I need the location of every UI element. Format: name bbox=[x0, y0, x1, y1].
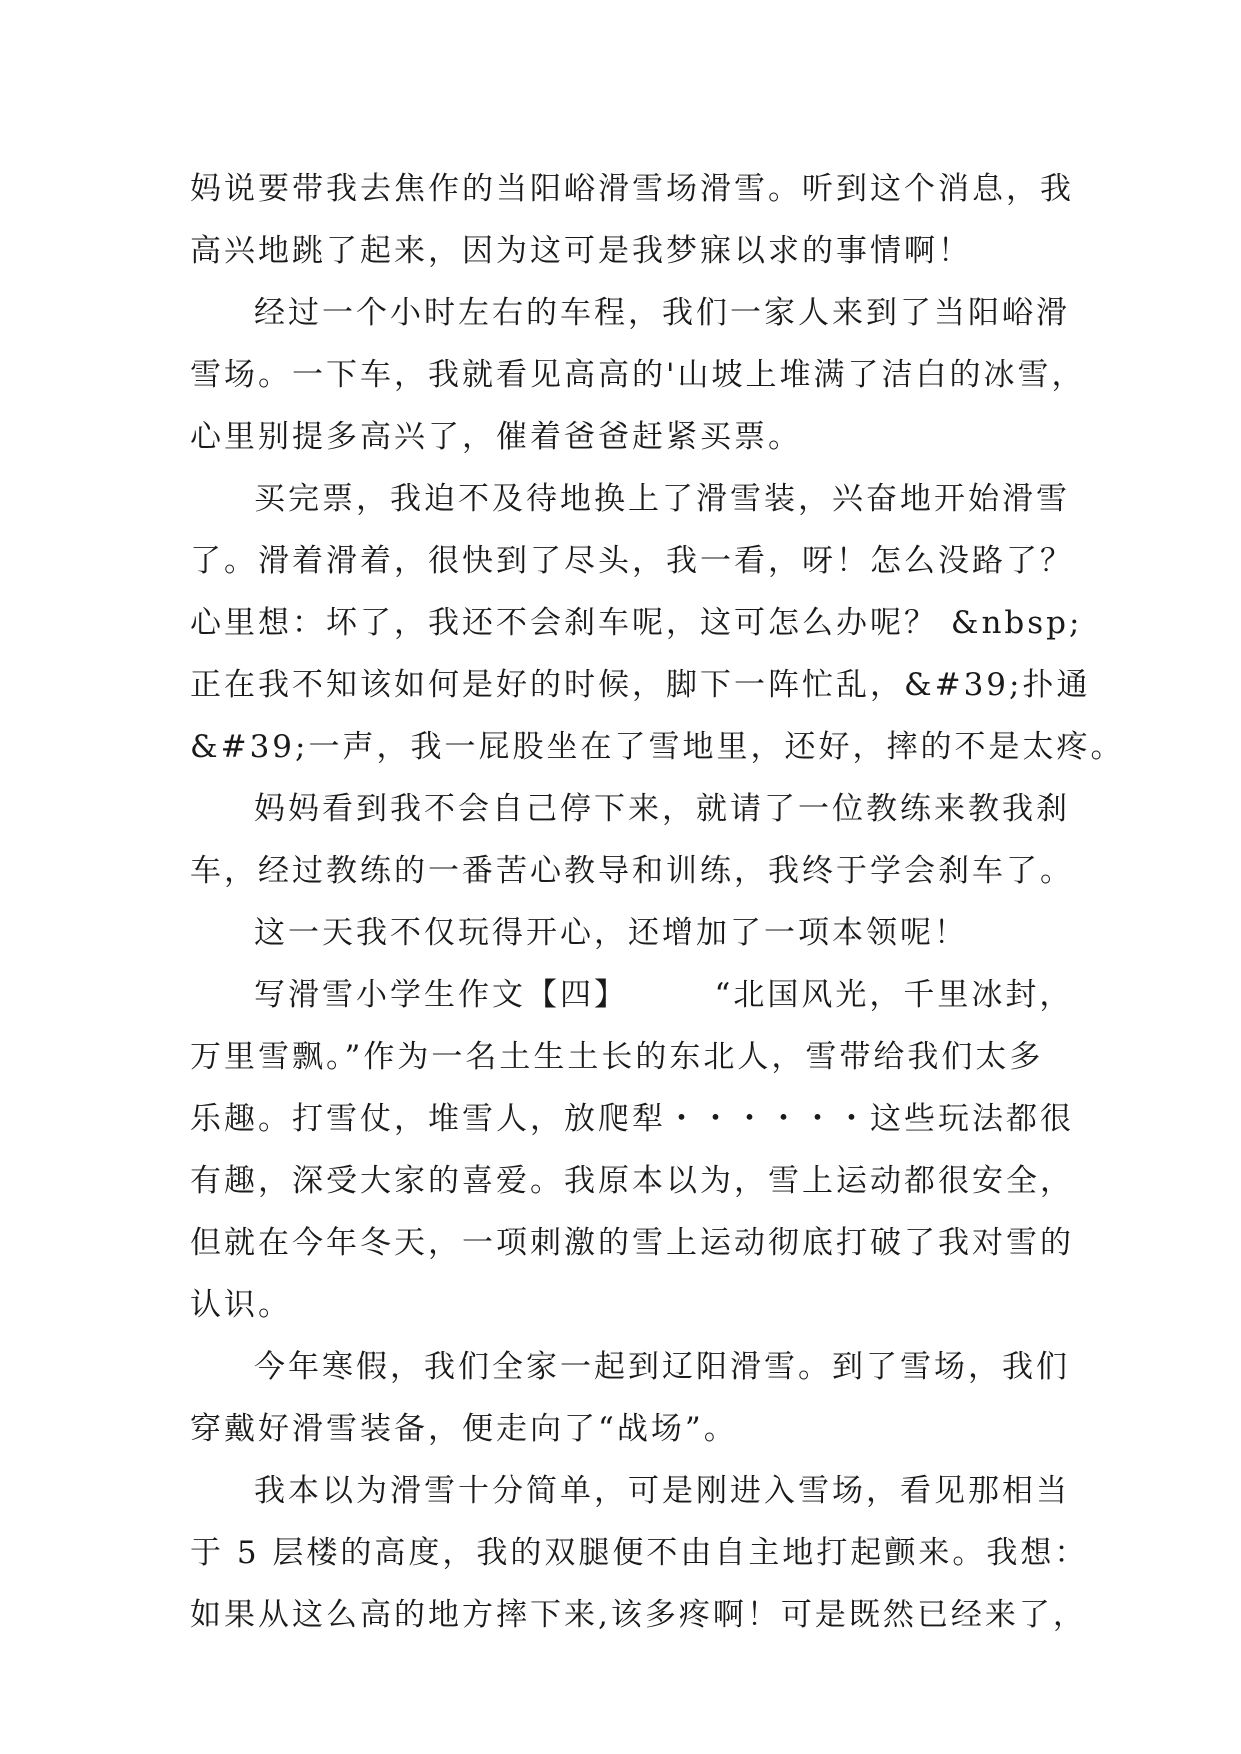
text-line: 妈说要带我去焦作的当阳峪滑雪场滑雪。听到这个消息，我 bbox=[190, 171, 1074, 207]
text-line: 今年寒假，我们全家一起到辽阳滑雪。到了雪场，我们 bbox=[254, 1349, 1070, 1385]
text-line: 了。滑着滑着，很快到了尽头，我一看，呀！怎么没路了？ bbox=[190, 543, 1074, 579]
text-line: 买完票，我迫不及待地换上了滑雪装，兴奋地开始滑雪 bbox=[254, 481, 1070, 517]
text-line: 穿戴好滑雪装备，便走向了“战场”。 bbox=[190, 1411, 738, 1447]
section-heading-line: 写滑雪小学生作文【四】 “北国风光，千里冰封， bbox=[254, 977, 1074, 1013]
text-line: 心里想：坏了，我还不会刹车呢，这可怎么办呢？ &nbsp; bbox=[190, 605, 1083, 641]
essay-text bbox=[190, 158, 1125, 1646]
text-line: 但就在今年冬天，一项刺激的雪上运动彻底打破了我对雪的 bbox=[190, 1225, 1074, 1261]
text-line: 我本以为滑雪十分简单，可是刚进入雪场，看见那相当 bbox=[254, 1473, 1070, 1509]
text-line: 经过一个小时左右的车程，我们一家人来到了当阳峪滑 bbox=[254, 295, 1070, 331]
text-line: 这一天我不仅玩得开心，还增加了一项本领呢！ bbox=[254, 915, 968, 951]
text-line: 认识。 bbox=[190, 1287, 292, 1323]
text-line: &#39;一声，我一屁股坐在了雪地里，还好，摔的不是太疼。 bbox=[190, 729, 1125, 765]
text-line: 车，经过教练的一番苦心教导和训练，我终于学会刹车了。 bbox=[190, 853, 1074, 889]
text-line: 有趣，深受大家的喜爱。我原本以为，雪上运动都很安全， bbox=[190, 1163, 1074, 1199]
text-line: 高兴地跳了起来，因为这可是我梦寐以求的事情啊！ bbox=[190, 233, 972, 269]
text-line: 万里雪飘。”作为一名土生土长的东北人，雪带给我们太多 bbox=[190, 1039, 1044, 1075]
text-line: 乐趣。打雪仗，堆雪人，放爬犁・・・・・・这些玩法都很 bbox=[190, 1101, 1074, 1137]
text-line: 正在我不知该如何是好的时候，脚下一阵忙乱，&#39;扑通 bbox=[190, 667, 1091, 703]
text-line: 如果从这么高的地方摔下来,该多疼啊！可是既然已经来了， bbox=[190, 1597, 1087, 1633]
text-line: 雪场。一下车，我就看见高高的'山坡上堆满了洁白的冰雪， bbox=[190, 357, 1086, 393]
text-line: 妈妈看到我不会自己停下来，就请了一位教练来教我刹 bbox=[254, 791, 1070, 827]
text-line: 于 5 层楼的高度，我的双腿便不由自主地打起颤来。我想： bbox=[190, 1535, 1089, 1571]
text-line: 心里别提多高兴了，催着爸爸赶紧买票。 bbox=[190, 419, 802, 455]
